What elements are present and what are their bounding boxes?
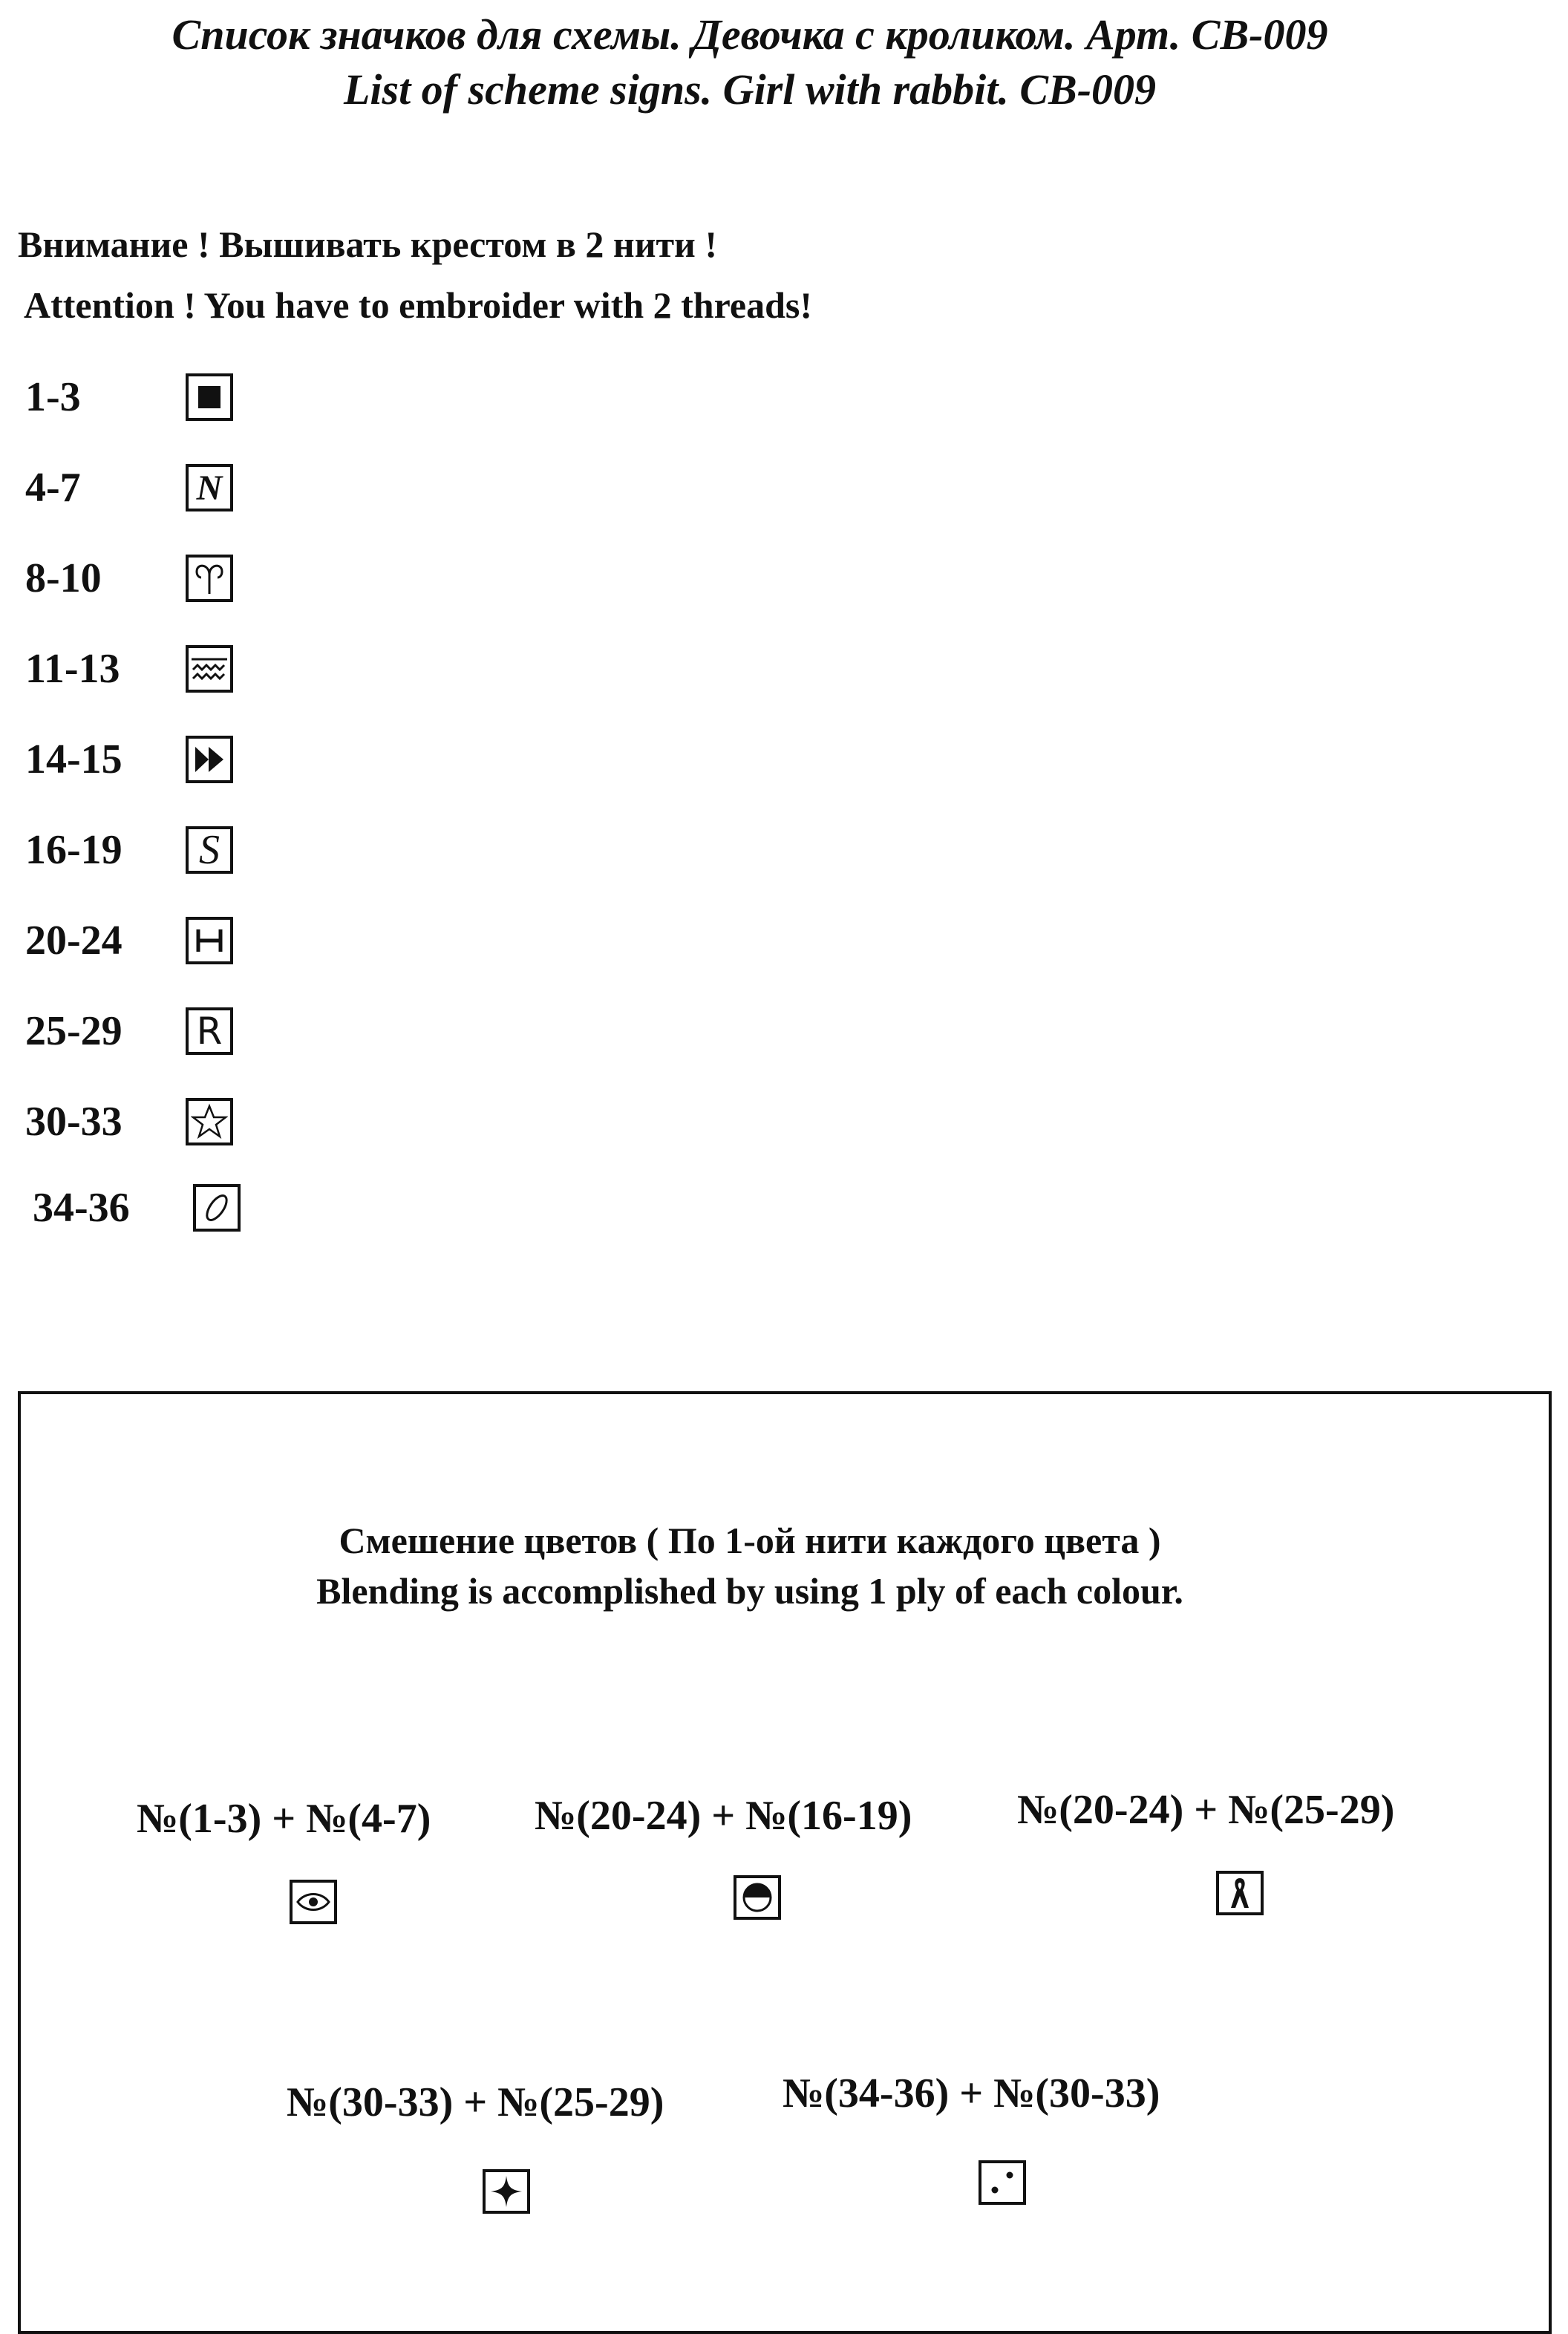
letter-r-icon: R <box>186 1007 233 1055</box>
blend-formula-4: №(30-33) + №(25-29) <box>287 2079 664 2125</box>
blend-formula-2: №(20-24) + №(16-19) <box>535 1793 912 1839</box>
legend-row-25-29 <box>25 1005 233 1057</box>
legend-row-20-24 <box>25 915 233 967</box>
legend-label: 30-33 <box>25 1099 122 1145</box>
legend-label: 8-10 <box>25 555 102 601</box>
star-outline-icon <box>186 1098 233 1145</box>
legend-row-34-36 <box>33 1182 241 1234</box>
filled-square-icon <box>186 373 233 421</box>
legend-row-4-7 <box>25 462 233 514</box>
ellipse-slash-icon <box>193 1184 241 1232</box>
ribbon-icon <box>1216 1871 1264 1915</box>
dots-icon <box>979 2160 1026 2205</box>
title-russian: Список значков для схемы. Девочка с кроликом. Арт. CB-009 <box>172 10 1328 59</box>
aries-icon <box>186 555 233 602</box>
legend-row-16-19 <box>25 824 233 876</box>
attention-russian: Внимание ! Вышивать крестом в 2 нити ! <box>18 223 718 265</box>
legend-row-1-3 <box>25 371 233 423</box>
legend-row-30-33 <box>25 1096 233 1148</box>
legend-label: 1-3 <box>25 374 81 420</box>
letter-n-icon: N <box>186 464 233 511</box>
blending-title-english: Blending is accomplished by using 1 ply of each colour. <box>316 1570 1183 1612</box>
legend-label: 20-24 <box>25 918 122 964</box>
attention-english: Attention ! You have to embroider with 2 threads! <box>24 284 813 326</box>
legend-row-14-15 <box>25 733 233 785</box>
legend-label: 14-15 <box>25 736 122 782</box>
legend-label: 16-19 <box>25 827 122 873</box>
blend-formula-1: №(1-3) + №(4-7) <box>137 1796 431 1842</box>
blend-formula-5: №(34-36) + №(30-33) <box>783 2070 1160 2116</box>
blending-title-russian: Смешение цветов ( По 1-ой нити каждого цвета ) <box>339 1520 1161 1561</box>
letter-s-icon: S <box>186 826 233 874</box>
half-circle-icon <box>734 1875 781 1920</box>
legend-row-11-13 <box>25 643 233 695</box>
legend-row-8-10 <box>25 552 233 604</box>
fast-forward-icon <box>186 736 233 783</box>
title-english: List of scheme signs. Girl with rabbit. CB-009 <box>343 65 1157 114</box>
legend-label: 25-29 <box>25 1008 122 1054</box>
legend-label: 11-13 <box>25 646 120 692</box>
legend-label: 4-7 <box>25 465 81 511</box>
legend-label: 34-36 <box>33 1185 130 1231</box>
eye-icon <box>290 1880 337 1924</box>
wavy-lines-icon <box>186 645 233 693</box>
dumbbell-icon <box>186 917 233 964</box>
blend-formula-3: №(20-24) + №(25-29) <box>1017 1787 1395 1833</box>
four-point-star-icon <box>483 2169 530 2214</box>
